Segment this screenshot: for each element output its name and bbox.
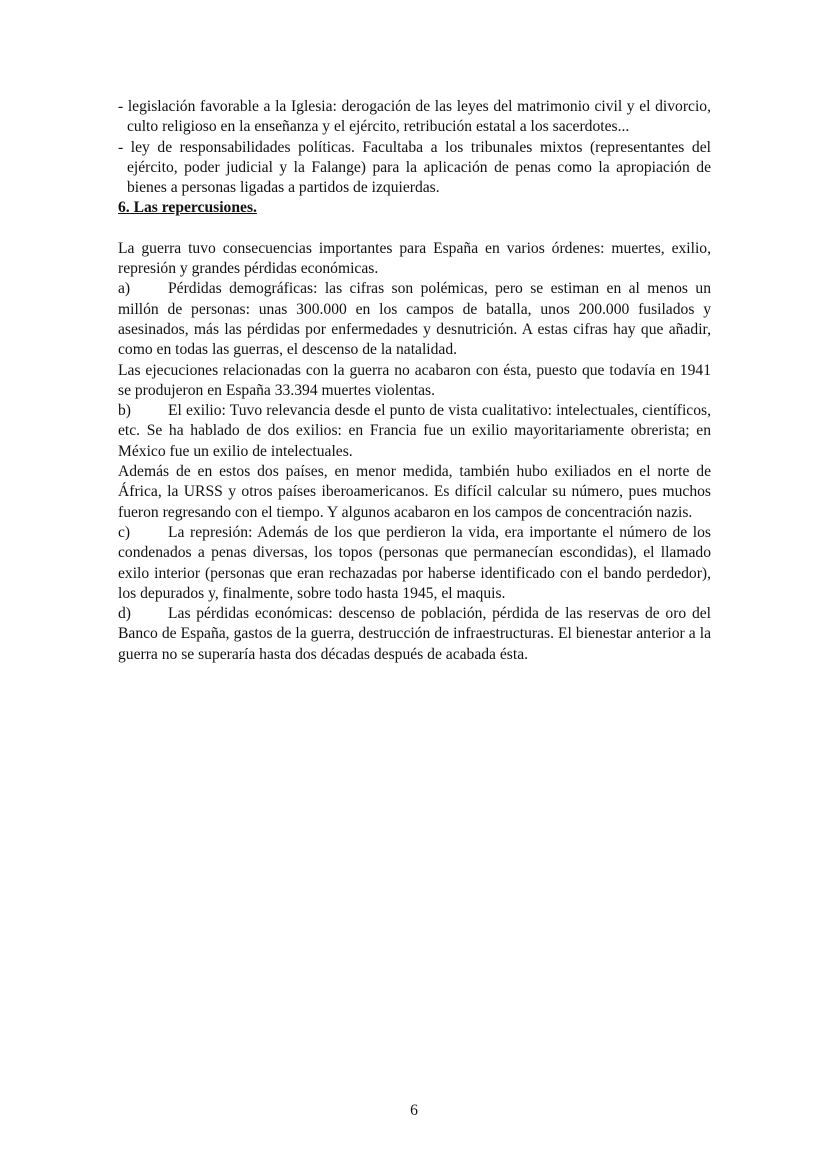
item-b — [118, 401, 711, 462]
document-body — [118, 97, 711, 665]
item-d-letter: d) — [118, 605, 131, 623]
intro-paragraph: La guerra tuvo consecuencias importantes para España en varios órdenes: muertes, exilio, represión y grandes pérdidas económicas. — [118, 239, 711, 278]
item-c-letter: c) — [118, 523, 131, 541]
page-number: 6 — [410, 1102, 418, 1119]
item-b-letter: b) — [118, 402, 131, 420]
item-a-letter: a) — [118, 280, 131, 298]
bullet-church-legislation: - legislación favorable a la Iglesia: derogación de las leyes del matrimonio civil y el divorcio, culto religioso en la enseñanza y el ejército, retribución estatal a los sacerdotes... — [118, 98, 711, 136]
item-b-text: El exilio: Tuvo relevancia desde el punto de vista cualitativo: intelectuales, científicos, etc. Se ha hablado de dos exilios: en Francia fue un exilio mayoritariamente obrerista; en México fue un exilio de intelectuales. — [118, 402, 711, 460]
bullet-political-responsibilities: - ley de responsabilidades políticas. Facultaba a los tribunales mixtos (representantes del ejército, poder judicial y la Falange) para la aplicación de penas como la apropiación de bienes a personas ligadas a partidos de izquierdas. — [118, 138, 711, 197]
item-d — [118, 604, 711, 665]
item-a-text: Pérdidas demográficas: las cifras son polémicas, pero se estiman en al menos un millón de personas: unas 300.000 en los campos de batalla, unos 200.000 fusilados y asesinados, más las pérdidas por enfermedades y desnutrición. A estas cifras hay que añadir, como en todas las guerras, el descenso de la natalidad. — [118, 280, 711, 359]
item-c-text: La represión: Además de los que perdieron la vida, era importante el número de los condenados a penas diversas, los topos (personas que permanecían escondidas), el llamado exilo interior (personas que eran rechazadas por haberse identificado con el bando perdedor), los depurados y, finalmente, sobre todo hasta 1945, el maquis. — [118, 523, 711, 602]
after-a-paragraph: Las ejecuciones relacionadas con la guerra no acabaron con ésta, puesto que todavía en 1941 se produjeron en España 33.394 muertes violentas. — [118, 361, 711, 399]
item-d-text: Las pérdidas económicas: descenso de población, pérdida de las reservas de oro del Banco de España, gastos de la guerra, destrucción de infraestructuras. El bienestar anterior a la guerra no se superaría hasta dos décadas después de acabada ésta. — [118, 605, 711, 663]
item-c — [118, 523, 711, 604]
section-heading: 6. Las repercusiones. — [118, 199, 257, 217]
item-a — [118, 279, 711, 360]
after-b-paragraph: Además de en estos dos países, en menor medida, también hubo exiliados en el norte de África, la URSS y otros países iberoamericanos. Es difícil calcular su número, pues muchos fueron regresando con el tiempo. Y algunos acabaron en los campos de concentración nazis. — [118, 463, 711, 521]
